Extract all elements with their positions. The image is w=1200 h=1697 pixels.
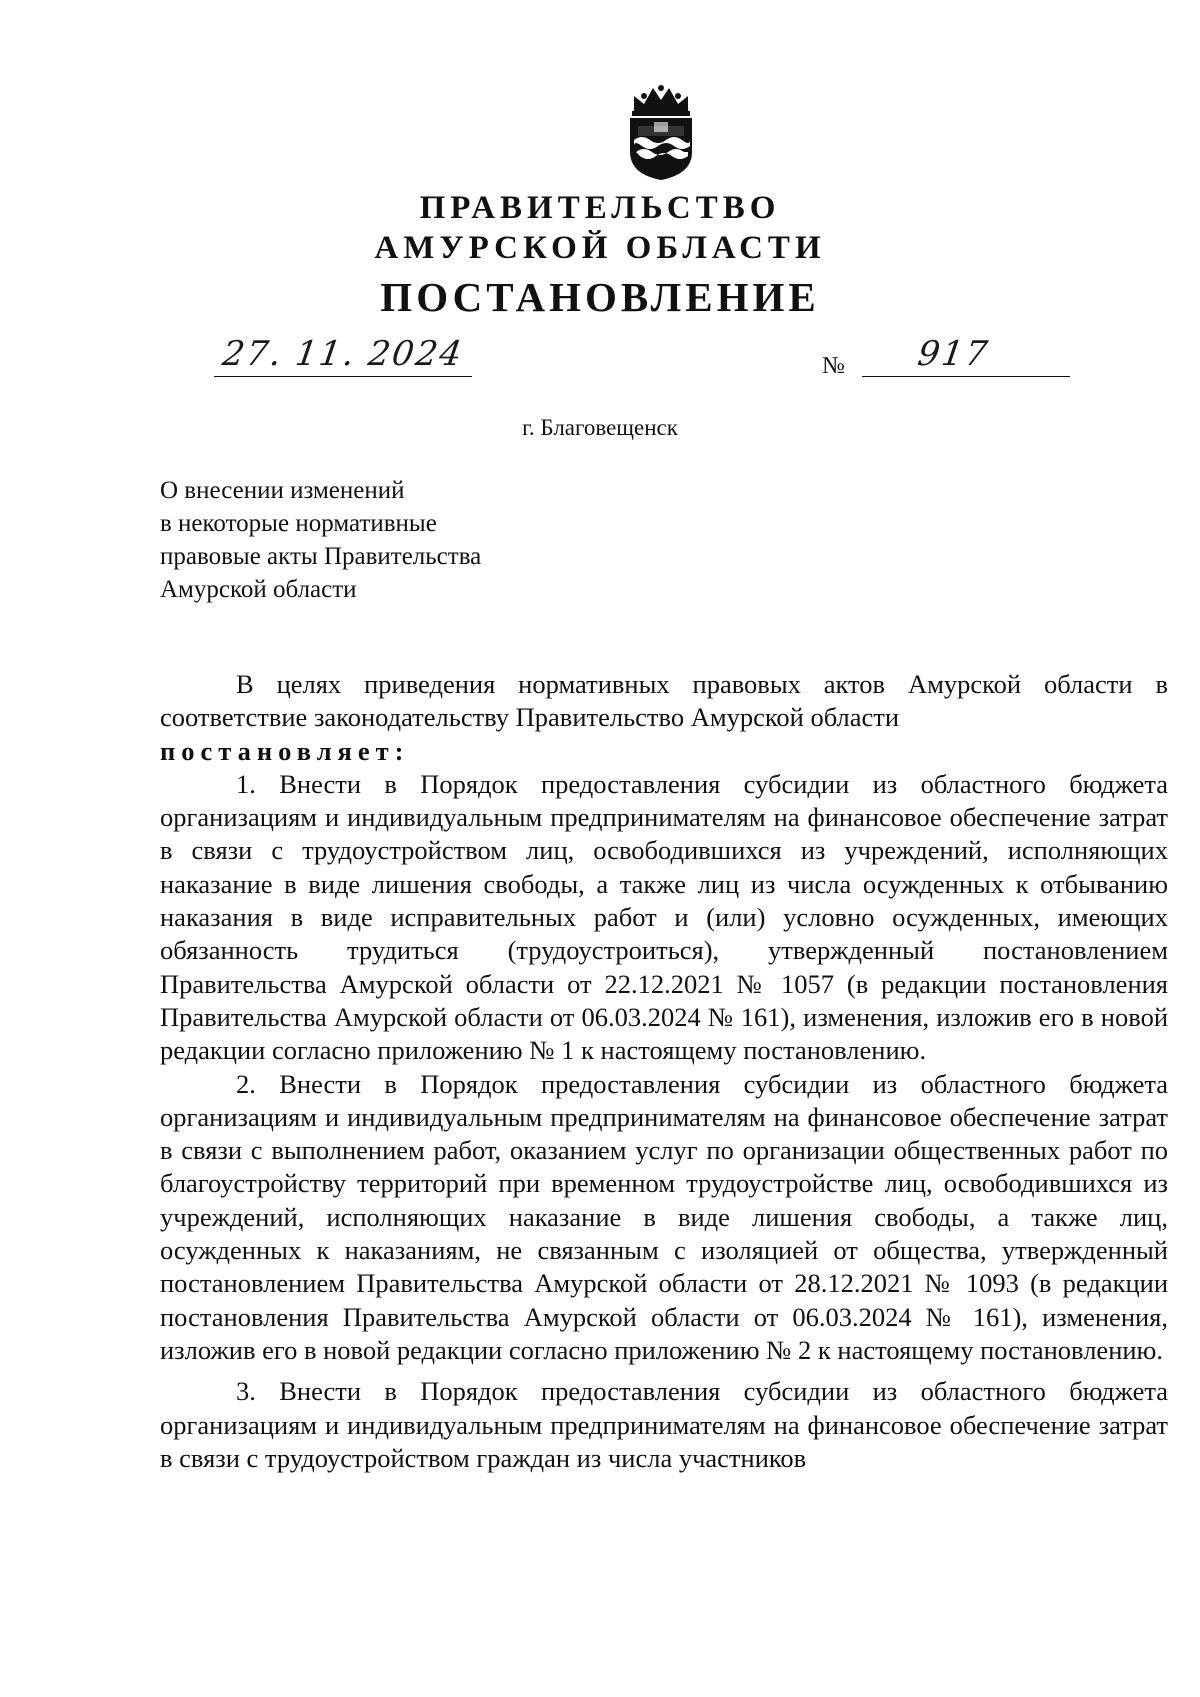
preamble-paragraph: В целях приведения нормативных правовых актов Амурской области в соответствие законодательству Правительство Амурской области (160, 669, 1168, 733)
document-body (160, 668, 1168, 1475)
org-name-line2: АМУРСКОЙ ОБЛАСТИ (374, 230, 826, 266)
subject-line: в некоторые нормативные (160, 510, 437, 537)
coat-of-arms-icon (620, 82, 702, 182)
item-paragraph-2: 2. Внести в Порядок предоставления субсидии из областного бюджета организациям и индивидуальным предпринимателям на финансовое обеспечение затрат в связи с выполнением работ, оказанием услуг по организации общественных работ по благоустройству территорий при временном трудоустройстве лиц, освободившихся из учреждений, исполняющих наказание в виде лишения свободы, а также лиц, осужденных к наказаниям, не связанным с изоляцией от общества, утвержденный постановлением Правительства Амурской области от 28.12.2021 № 1093 (в редакции постановления Правительства Амурской области от 06.03.2024 № 161), изменения, изложив его в новой редакции согласно приложению № 2 к настоящему постановлению. (160, 1068, 1168, 1365)
number-sign: № (822, 353, 845, 379)
subject-line: правовые акты Правительства (160, 543, 482, 570)
item-paragraph-1: 1. Внести в Порядок предоставления субсидии из областного бюджета организациям и индивидуальным предпринимателям на финансовое обеспечение затрат в связи с трудоустройством лиц, освободившихся из учреждений, исполняющих наказание в виде лишения свободы, а также лиц из числа осужденных к отбыванию наказания в виде исправительных работ и (или) условно осужденных, имеющих обязанность трудиться (трудоустроиться), утвержденный постановлением Правительства Амурской области от 22.12.2021 № 1057 (в редакции постановления Правительства Амурской области от 06.03.2024 № 161), изменения, изложив его в новой редакции согласно приложению № 1 к настоящему постановлению. (160, 768, 1168, 1066)
number-field (862, 336, 1070, 377)
document-subject (160, 474, 481, 606)
city-name: г. Благовещенск (522, 415, 678, 440)
handwritten-date: 27. 11. 2024 (220, 334, 466, 374)
decides-heading: постановляет: (160, 735, 410, 766)
date-field (214, 336, 472, 377)
subject-line: О внесении изменений (160, 477, 405, 504)
handwritten-number: 917 (915, 334, 992, 374)
document-type-title: ПОСТАНОВЛЕНИЕ (380, 274, 820, 320)
org-name-line1: ПРАВИТЕЛЬСТВО (419, 190, 781, 226)
item-paragraph-3: 3. Внести в Порядок предоставления субсидии из областного бюджета организациям и индивидуальным предпринимателям на финансовое обеспечение затрат в связи с трудоустройством граждан из числа участников (160, 1376, 1168, 1473)
subject-line: Амурской области (160, 576, 357, 603)
